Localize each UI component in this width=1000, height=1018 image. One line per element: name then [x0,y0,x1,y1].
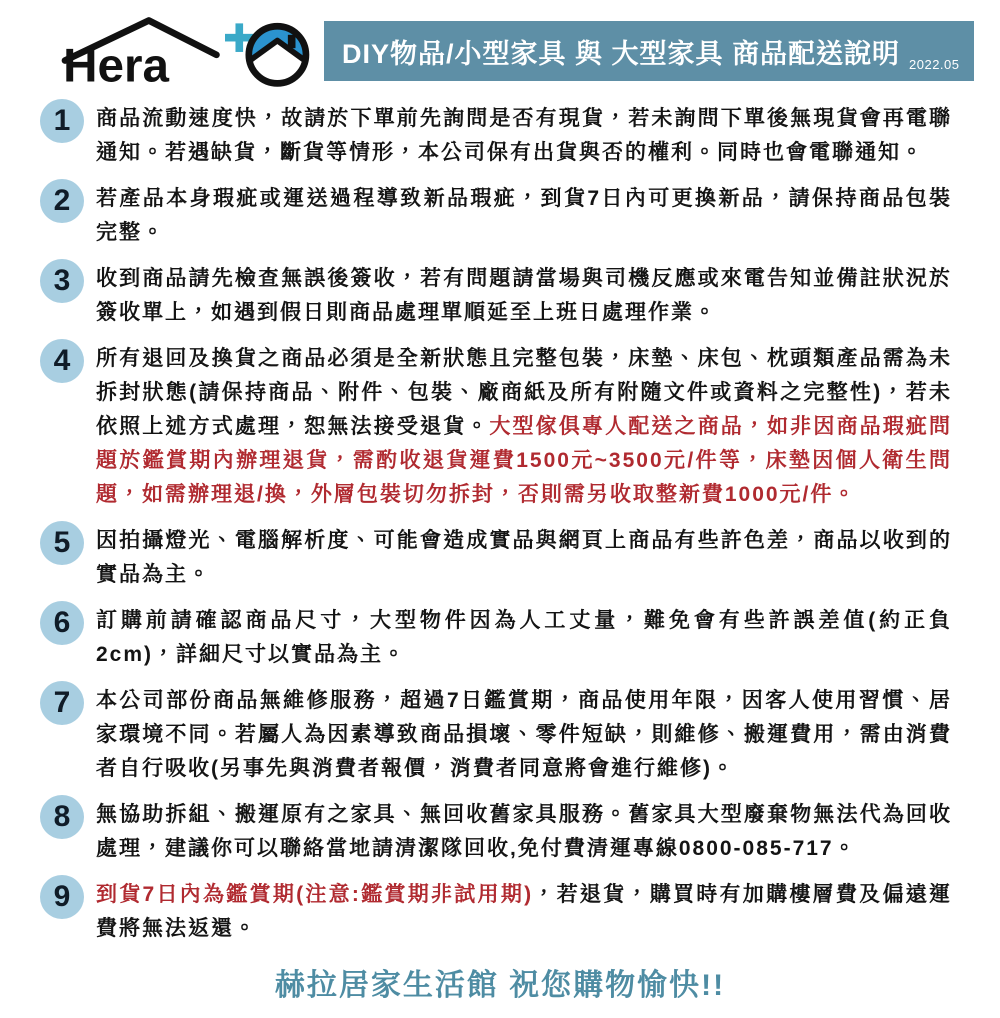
list-item [40,604,952,672]
item-text [96,604,952,672]
footer-message: 赫拉居家生活館 祝您購物愉快!! [274,969,726,1002]
list-item [40,102,952,170]
item-number-badge: 6 [40,601,84,645]
item-text-segment: 收到商品請先檢查無誤後簽收，若有問題請當場與司機反應或來電告知並備註狀況於簽收單上，如遇到假日則商品處理單順延至上班日處理作業。 [96,267,952,324]
item-number-badge: 9 [40,875,84,919]
header [0,0,1000,96]
item-text-segment: ，若退貨，購買時有加購樓層費及偏遠運費將無法返還。 [96,883,952,940]
item-text [96,878,952,946]
item-text-red-segment: 大型傢俱專人配送之商品，如非因商品瑕疵問題於鑑賞期內辦理退貨，需酌收退貨運費1500元~3500元/件等，床墊因個人衛生問題，如需辦理退/換，外層包裝切勿拆封，否則需另收取整新費1000元/件。 [96,415,953,506]
item-number-badge: 1 [40,99,84,143]
list-item [40,684,952,786]
list-item [40,878,952,946]
item-number-badge: 2 [40,179,84,223]
item-text-red-segment: 到貨7日內為鑑賞期(注意:鑑賞期非試用期) [96,883,534,906]
item-text-segment: 訂購前請確認商品尺寸，大型物件因為人工丈量，難免會有些許誤差值(約正負2cm)，詳細尺寸以實品為主。 [96,609,952,666]
item-text [96,342,952,512]
item-text-segment: 因拍攝燈光、電腦解析度、可能會造成實品與網頁上商品有些許色差，商品以收到的實品為主。 [96,529,952,586]
item-number-badge: 4 [40,339,84,383]
version-label: 2022.05 [909,57,960,72]
item-text-segment: 無協助拆組、搬運原有之家具、無回收舊家具服務。舊家具大型廢棄物無法代為回收處理，建議你可以聯絡當地請清潔隊回收,免付費清運專線0800-085-717。 [96,803,952,860]
item-number-badge: 3 [40,259,84,303]
item-text-segment: 本公司部份商品無維修服務，超過7日鑑賞期，商品使用年限，因客人使用習慣、居家環境不同。若屬人為因素導致商品損壞、零件短缺，則維修、搬運費用，需由消費者自行吸收(另事先與消費者報價，消費者同意將會進行維修)。 [96,689,952,780]
title-banner [324,21,974,81]
page-title: DIY物品/小型家具 與 大型家具 商品配送說明 [342,38,901,69]
footer [0,958,1000,1018]
item-text [96,182,952,250]
item-number-badge: 7 [40,681,84,725]
list-item [40,342,952,512]
item-text-segment: 若產品本身瑕疵或運送過程導致新品瑕疵，到貨7日內可更換新品，請保持商品包裝完整。 [96,187,952,244]
list-item [40,262,952,330]
list-item [40,798,952,866]
item-text-segment: 商品流動速度快，故請於下單前先詢問是否有現貨，若未詢問下單後無現貨會再電聯通知。若遇缺貨，斷貨等情形，本公司保有出貨與否的權利。同時也會電聯通知。 [96,107,952,164]
item-number-badge: 8 [40,795,84,839]
list-item [40,182,952,250]
item-text [96,262,952,330]
list-item [40,524,952,592]
logo-wordmark: Hera [63,39,169,91]
item-text-segment: 所有退回及換貨之商品必須是全新狀態且完整包裝，床墊、床包、枕頭類產品需為未拆封狀態(請保持商品、附件、包裝、廠商紙及所有附隨文件或資料之完整性)，若未依照上述方式處理，恕無法接受退貨。 [96,347,952,438]
item-number-badge: 5 [40,521,84,565]
house-circle-icon [246,22,309,85]
item-text [96,684,952,786]
item-text [96,524,952,592]
item-text [96,102,952,170]
item-text [96,798,952,866]
notice-list [0,96,1000,958]
hera-logo [60,11,310,91]
